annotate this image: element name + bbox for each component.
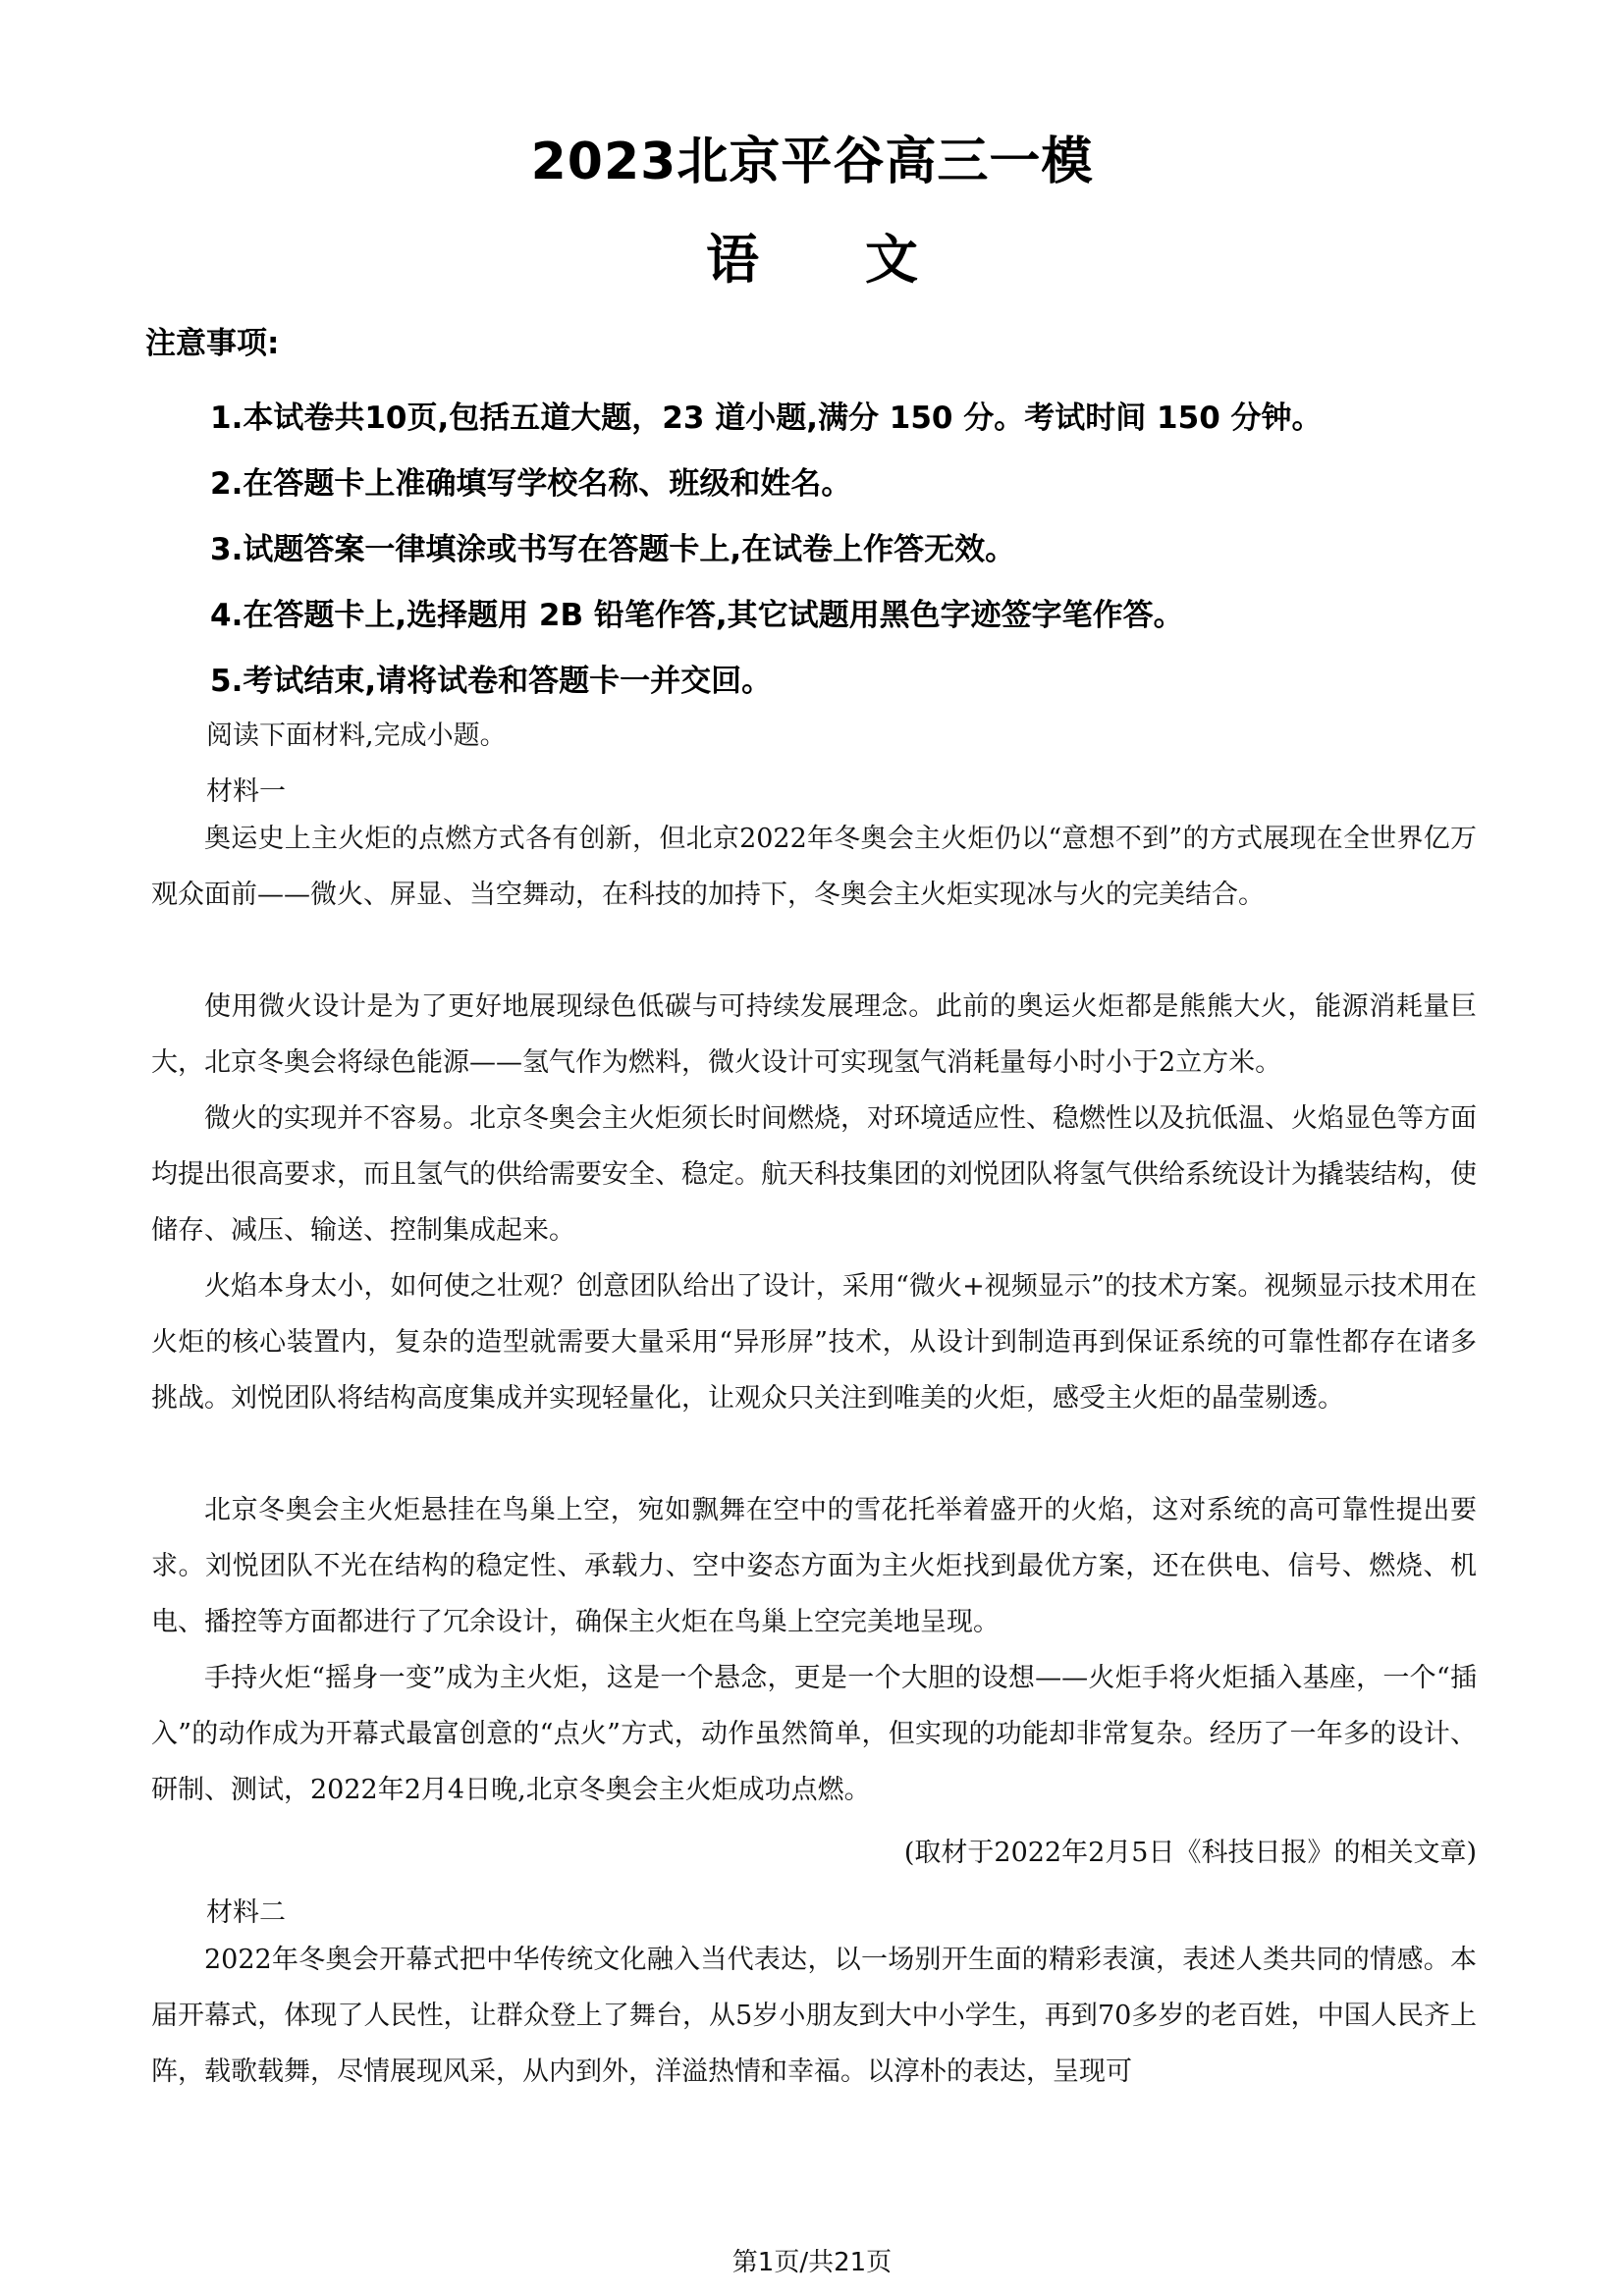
- exam-title: 2023北京平谷高三一模: [530, 133, 1094, 191]
- material-one-source: (取材于2022年2月5日《科技日报》的相关文章): [903, 1838, 1477, 1868]
- notice-item-2: 2.在答题卡上准确填写学校名称、班级和姓名。: [210, 466, 852, 502]
- notice-heading: 注意事项:: [145, 326, 280, 361]
- material-two-label: 材料二: [206, 1897, 286, 1928]
- material-one-paragraph-1: 奥运史上主火炬的点燃方式各有创新，但北京2022年冬奥会主火炬仍以“意想不到”的方式展现在全世界亿万观众面前——微火、屏显、当空舞动，在科技的加持下，冬奥会主火炬实现冰与火的完美结合。: [151, 824, 1477, 910]
- material-two-paragraph-1: 2022年冬奥会开幕式把中华传统文化融入当代表达，以一场别开生面的精彩表演，表述人类共同的情感。本届开幕式，体现了人民性，让群众登上了舞台，从5岁小朋友到大中小学生，再到70多岁的老百姓，中国人民齐上阵，载歌载舞，尽情展现风采，从内到外，洋溢热情和幸福。以淳朴的表达，呈现可: [151, 1945, 1477, 2087]
- subject-title: 语 文: [706, 229, 918, 291]
- notice-item-3: 3.试题答案一律填涂或书写在答题卡上,在试卷上作答无效。: [210, 532, 1016, 567]
- material-one-label: 材料一: [206, 776, 286, 807]
- material-one-paragraph-5: 北京冬奥会主火炬悬挂在鸟巢上空，宛如飘舞在空中的雪花托举着盛开的火焰，这对系统的高可靠性提出要求。刘悦团队不光在结构的稳定性、承载力、空中姿态方面为主火炬找到最优方案，还在供电、信号、燃烧、机电、播控等方面都进行了冗余设计，确保主火炬在鸟巢上空完美地呈现。: [151, 1495, 1477, 1637]
- notice-item-5: 5.考试结束,请将试卷和答题卡一并交回。: [210, 664, 773, 699]
- material-one-paragraph-3: 微火的实现并不容易。北京冬奥会主火炬须长时间燃烧，对环境适应性、稳燃性以及抗低温、火焰显色等方面均提出很高要求，而且氢气的供给需要安全、稳定。航天科技集团的刘悦团队将氢气供给系统设计为撬装结构，使储存、减压、输送、控制集成起来。: [151, 1103, 1477, 1246]
- material-one-paragraph-6: 手持火炬“摇身一变”成为主火炬，这是一个悬念，更是一个大胆的设想——火炬手将火炬插入基座，一个“插入”的动作成为开幕式最富创意的“点火”方式，动作虽然简单，但实现的功能却非常复杂。经历了一年多的设计、研制、测试，2022年2月4日晚,北京冬奥会主火炬成功点燃。: [151, 1663, 1477, 1805]
- material-one-paragraph-2: 使用微火设计是为了更好地展现绿色低碳与可持续发展理念。此前的奥运火炬都是熊熊大火，能源消耗量巨大，北京冬奥会将绿色能源——氢气作为燃料，微火设计可实现氢气消耗量每小时小于2立方米。: [151, 991, 1477, 1078]
- page-footer: 第1页/共21页: [731, 2248, 893, 2277]
- notice-item-1: 1.本试卷共10页,包括五道大题，23 道小题,满分 150 分。考试时间 150 分钟。: [210, 400, 1323, 436]
- material-one-paragraph-4: 火焰本身太小，如何使之壮观？创意团队给出了设计，采用“微火+视频显示”的技术方案。视频显示技术用在火炬的核心装置内，复杂的造型就需要大量采用“异形屏”技术，从设计到制造再到保证系统的可靠性都存在诸多挑战。刘悦团队将结构高度集成并实现轻量化，让观众只关注到唯美的火炬，感受主火炬的晶莹剔透。: [151, 1271, 1477, 1414]
- notice-item-4: 4.在答题卡上,选择题用 2B 铅笔作答,其它试题用黑色字迹签字笔作答。: [210, 598, 1184, 633]
- reading-instruction: 阅读下面材料,完成小题。: [206, 721, 507, 751]
